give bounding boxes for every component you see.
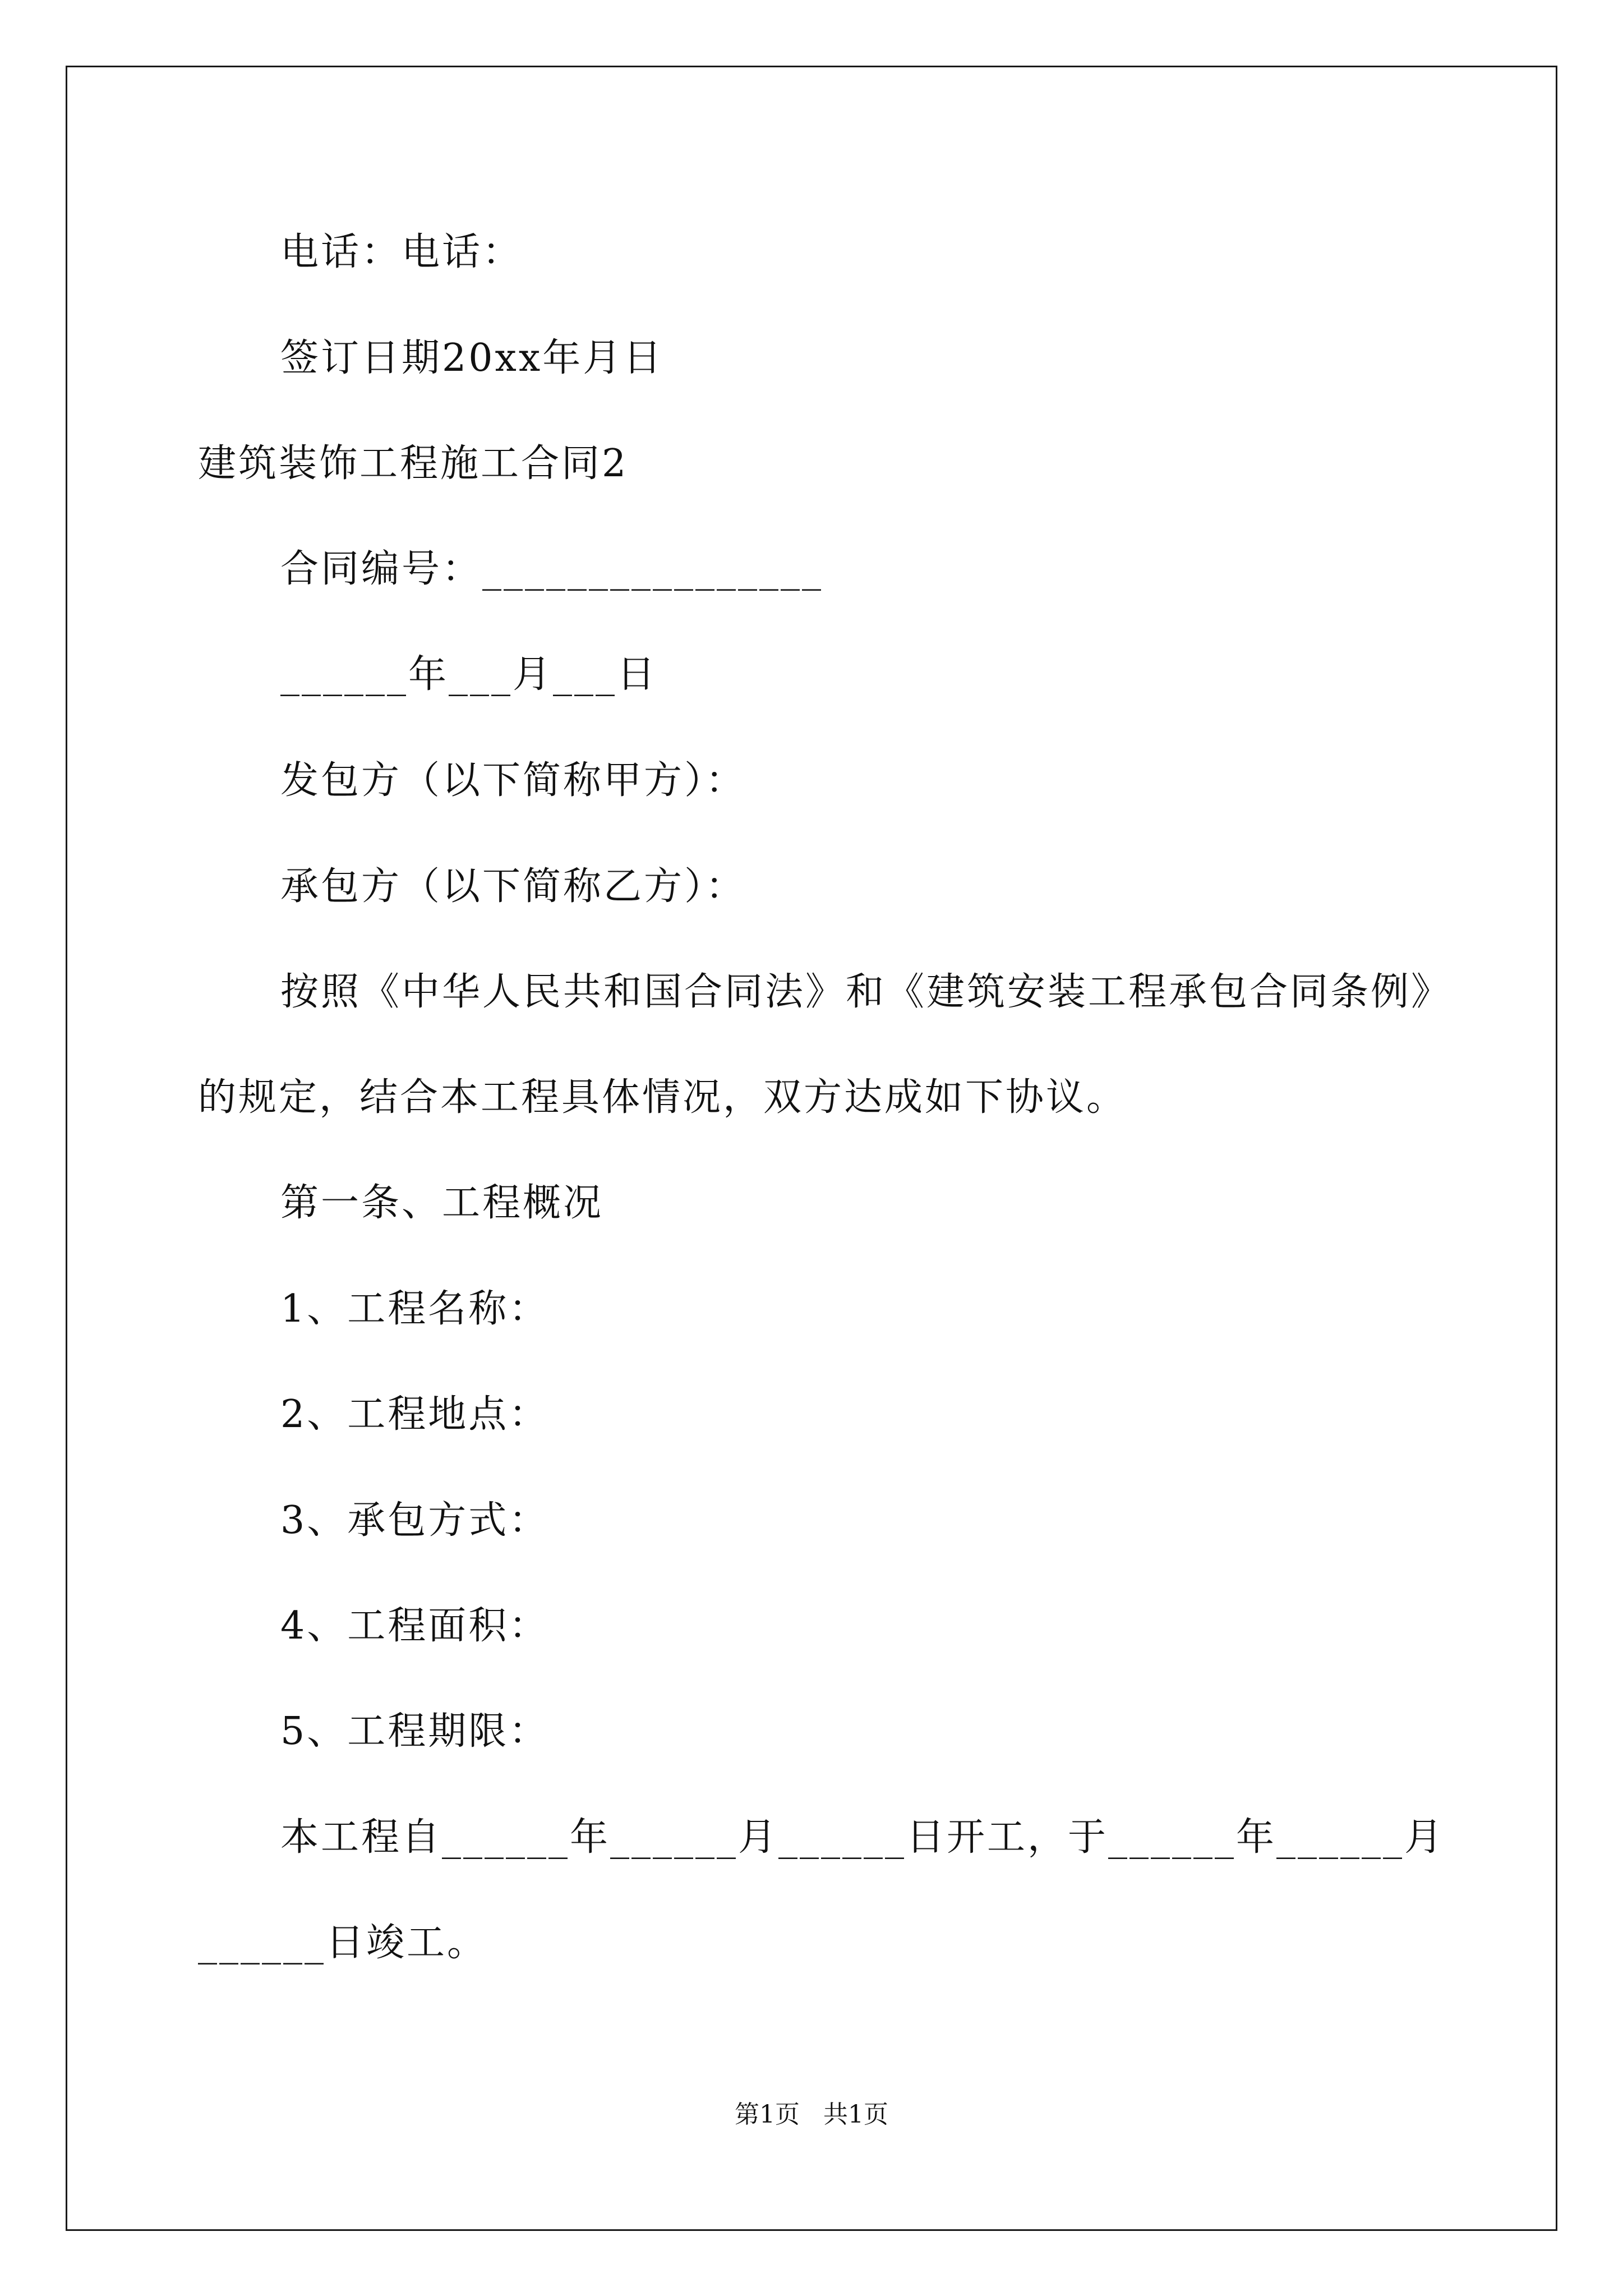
page-footer: 第1页 共1页 [735, 2100, 888, 2129]
phone-line: 电话：电话： [280, 230, 523, 274]
article-one-heading: 第一条、工程概况 [280, 1181, 604, 1225]
date-blank-line: ______年___月___日 [280, 652, 658, 697]
project-area-item: 4、工程面积： [280, 1604, 550, 1648]
preamble-line-1: 按照《中华人民共和国合同法》和《建筑安装工程承包合同条例》 [280, 970, 1452, 1014]
schedule-line-1: 本工程自______年______月______日开工，于______年______月 [280, 1815, 1445, 1860]
project-name-item: 1、工程名称： [280, 1287, 550, 1331]
party-a-line: 发包方（以下简称甲方）： [280, 758, 746, 803]
contract-method-item: 3、承包方式： [280, 1498, 550, 1543]
project-duration-item: 5、工程期限： [280, 1709, 550, 1754]
project-location-item: 2、工程地点： [280, 1392, 550, 1437]
signing-date-line: 签订日期20xx年月日 [280, 336, 664, 380]
contract-title: 建筑装饰工程施工合同2 [198, 441, 629, 486]
page-border [66, 66, 1557, 2231]
preamble-line-2: 的规定，结合本工程具体情况，双方达成如下协议。 [198, 1075, 1127, 1120]
party-b-line: 承包方（以下简称乙方）： [280, 864, 746, 909]
contract-number-line: 合同编号：________________ [280, 547, 824, 591]
schedule-line-2: ______日竣工。 [198, 1921, 488, 1965]
